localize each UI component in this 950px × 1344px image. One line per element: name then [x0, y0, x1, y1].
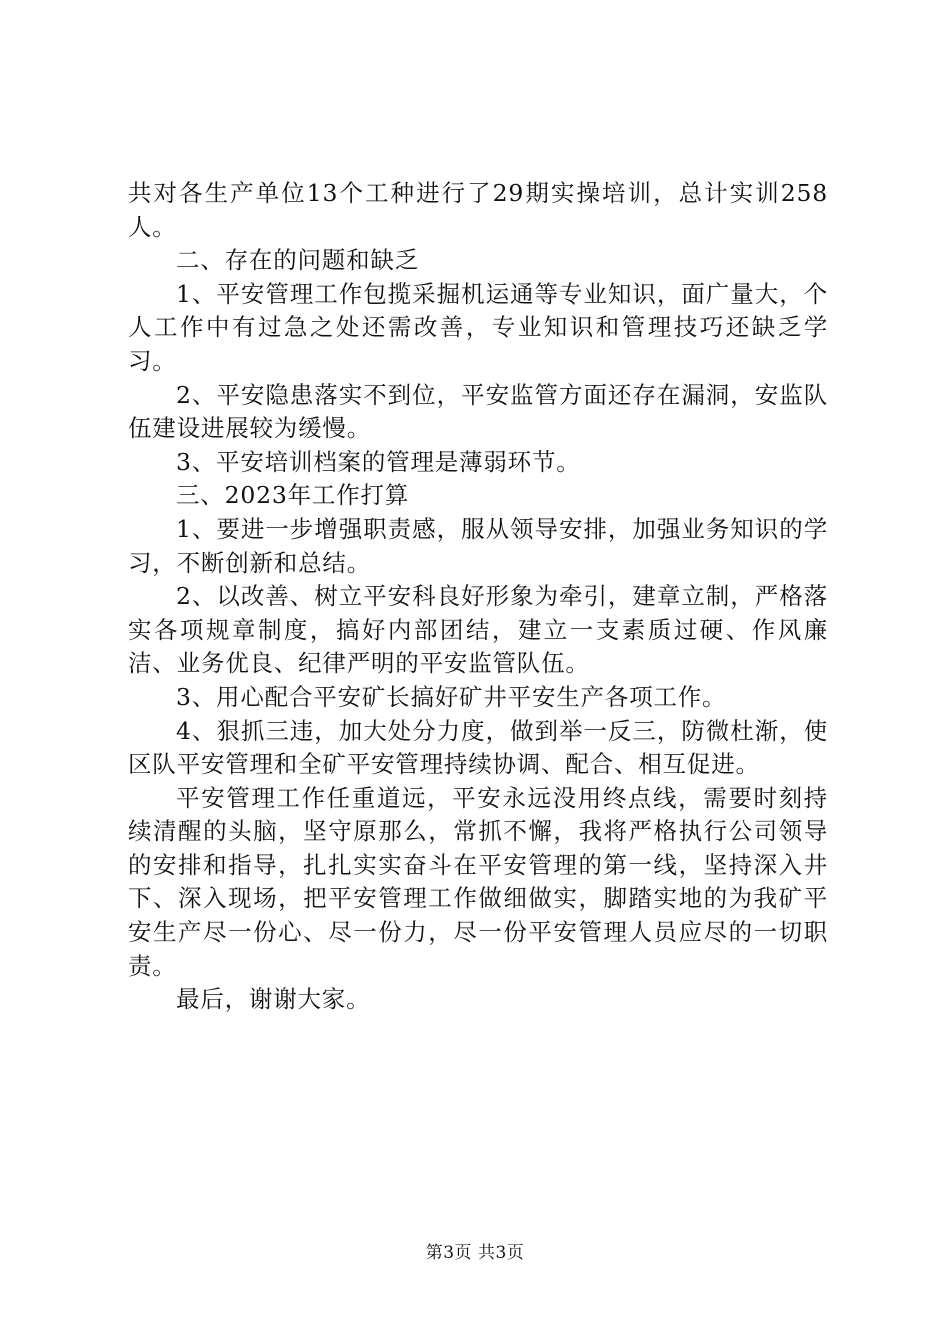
- paragraph-problem-2: 2、平安隐患落实不到位，平安监管方面还存在漏洞，安监队伍建设进展较为缓慢。: [128, 380, 828, 443]
- document-body: [128, 177, 828, 1017]
- paragraph-problem-3: 3、平安培训档案的管理是薄弱环节。: [176, 447, 581, 476]
- paragraph-plan-2: 2、以改善、树立平安科良好形象为牵引，建章立制，严格落实各项规章制度，搞好内部团结，建立一支素质过硬、作风廉洁、业务优良、纪律严明的平安监管队伍。: [128, 582, 828, 678]
- paragraph-plan-1: 1、要进一步增强职责感，服从领导安排，加强业务知识的学习，不断创新和总结。: [128, 514, 828, 577]
- paragraph-conclusion: 平安管理工作任重道远，平安永远没用终点线，需要时刻持续清醒的头脑，坚守原那么，常抓不懈，我将严格执行公司领导的安排和指导，扎扎实实奋斗在平安管理的第一线，坚持深入井下、深入现场，把平安管理工作做细做实，脚踏实地的为我矿平安生产尽一份心、尽一份力，尽一份平安管理人员应尽的一切职责。: [128, 783, 828, 980]
- heading-plan: 三、2023年工作打算: [176, 481, 410, 510]
- paragraph-problem-1: 1、平安管理工作包揽采掘机运通等专业知识，面广量大，个人工作中有过急之处还需改善，专业知识和管理技巧还缺乏学习。: [128, 279, 828, 375]
- paragraph-training-summary: 共对各生产单位13个工种进行了29期实操培训，总计实训258人。: [128, 179, 828, 241]
- paragraph-closing: 最后，谢谢大家。: [176, 985, 371, 1014]
- paragraph-plan-4: 4、狠抓三违，加大处分力度，做到举一反三，防微杜渐，使区队平安管理和全矿平安管理持续协调、配合、相互促进。: [128, 716, 828, 779]
- heading-problems: 二、存在的问题和缺乏: [176, 246, 419, 275]
- page-number-footer: 第3页 共3页: [425, 1243, 525, 1263]
- paragraph-plan-3: 3、用心配合平安矿长搞好矿井平安生产各项工作。: [176, 682, 727, 711]
